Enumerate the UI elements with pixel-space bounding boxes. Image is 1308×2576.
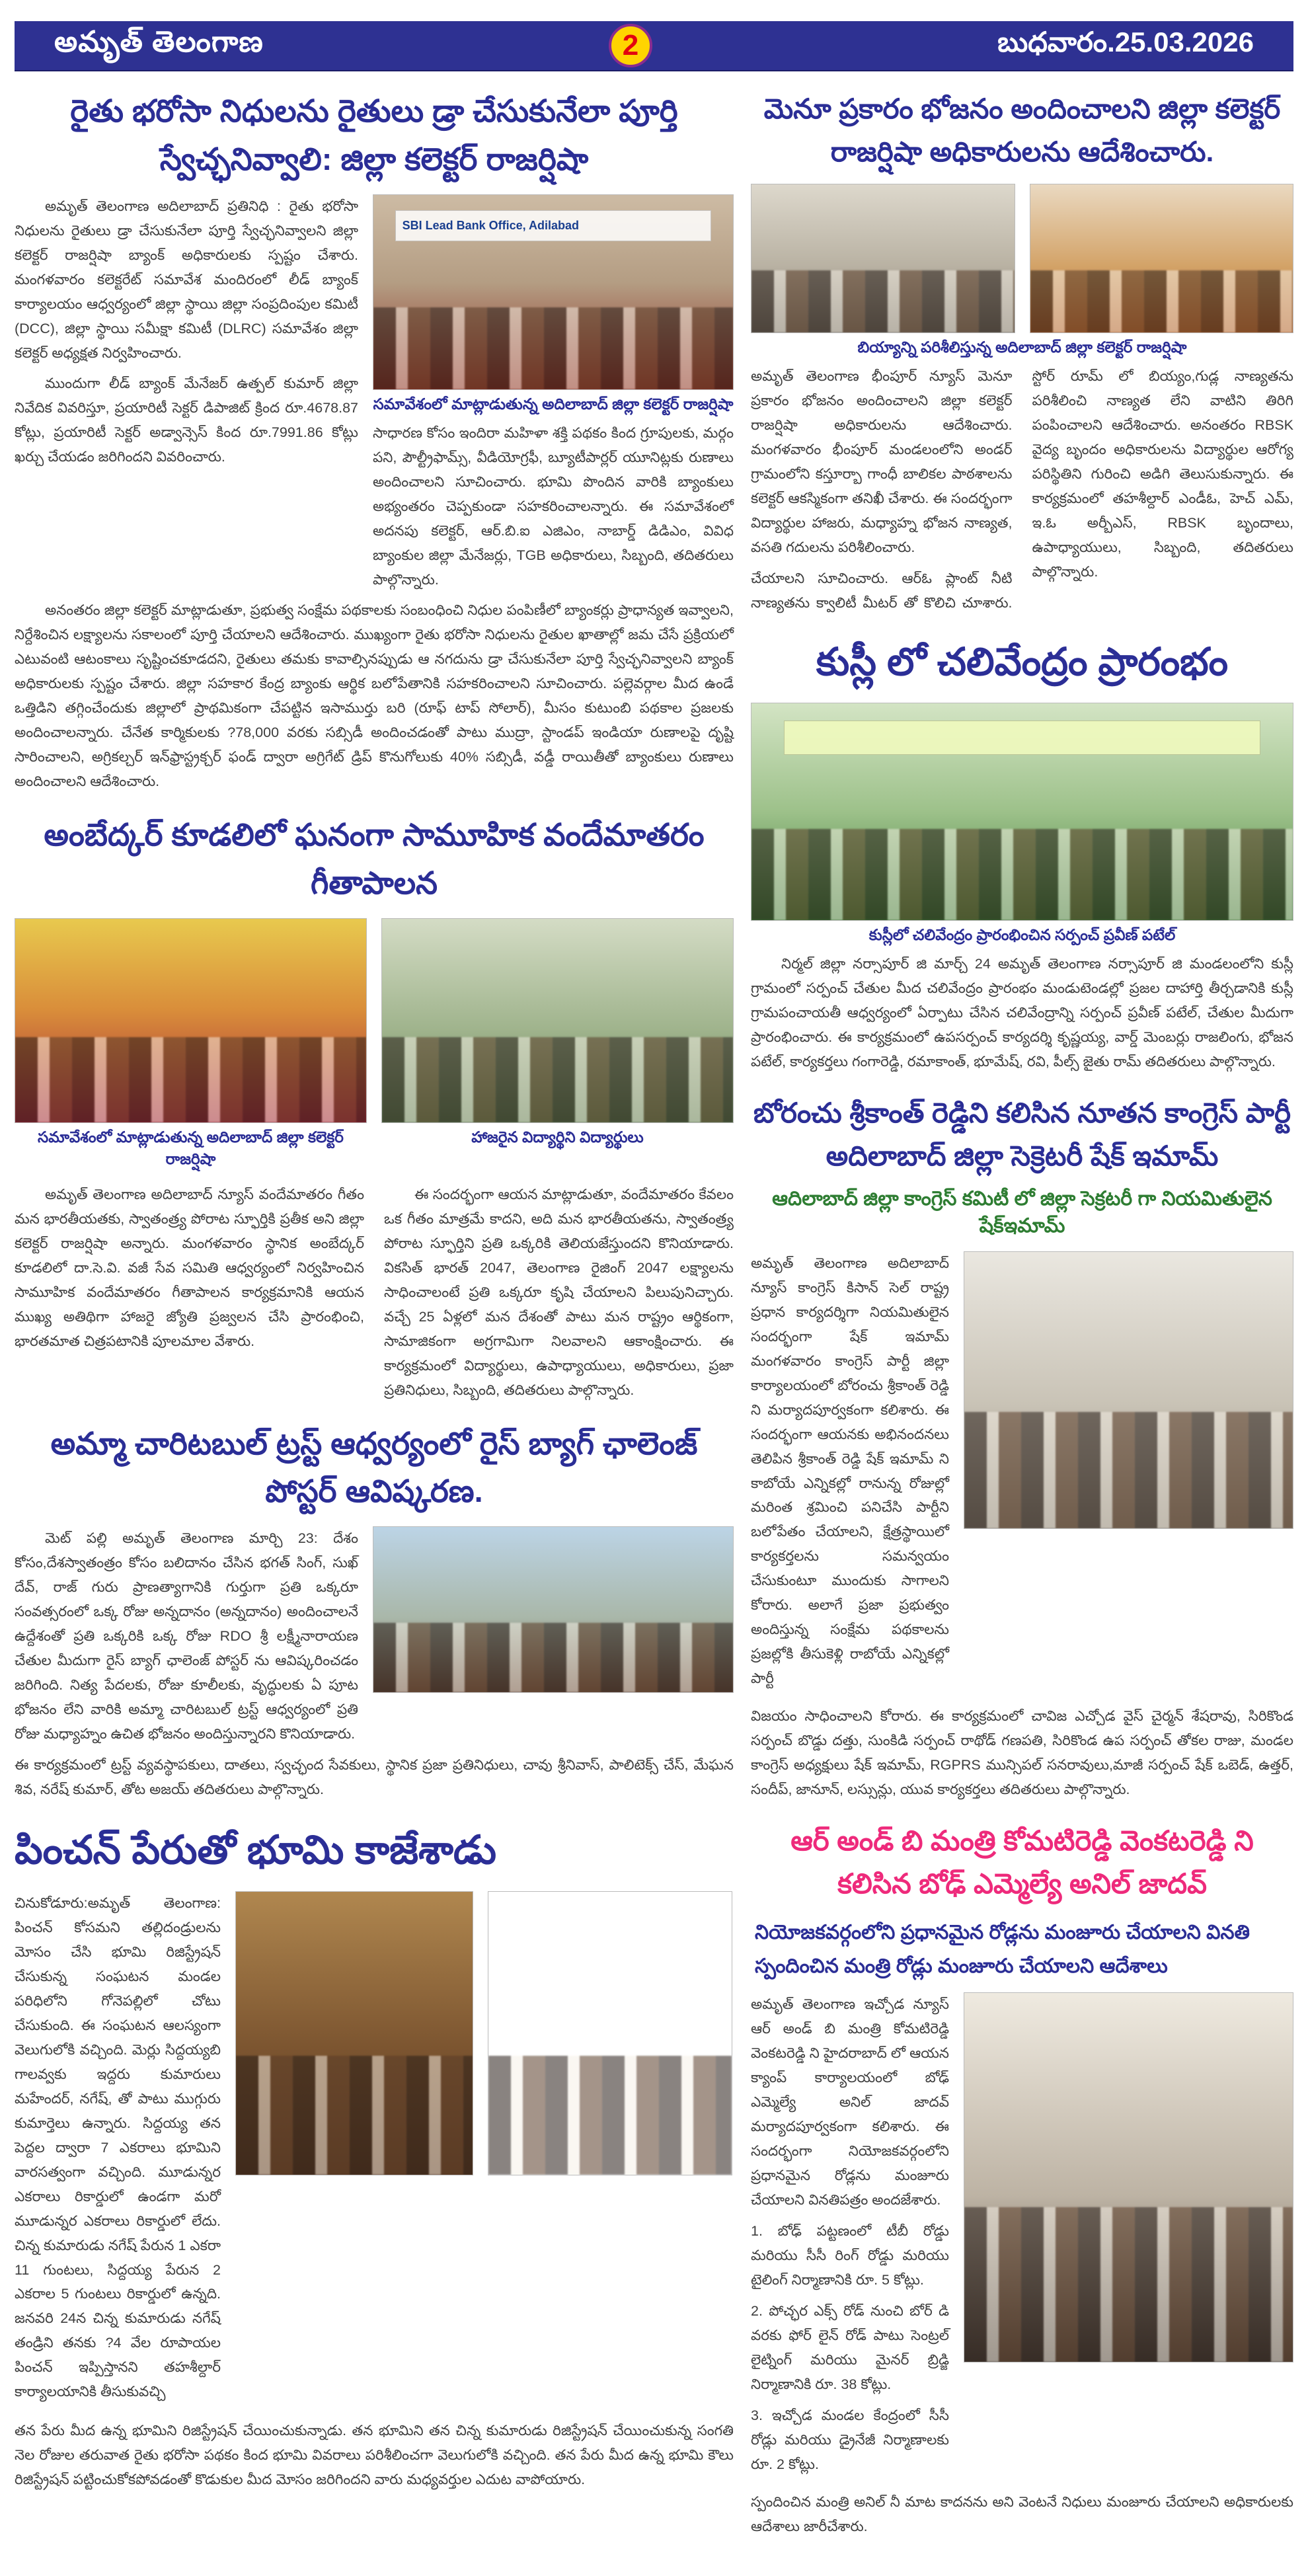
photo-crowd [373, 1623, 733, 1692]
article-paragraph: అమృత్ తెలంగాణ భీంపూర్ న్యూస్ మెనూ ప్రకారం భోజనం అందించాలని జిల్లా కలెక్టర్ రాజర్షిషా అధికారులను ఆదేశించారు. మంగళవారం భీంపూర్ మండలంలోని అండర్ గ్రామంలోని కస్తూర్బా గాంధీ బాలికల పాఠశాలను కలెక్టర్ ఆకస్మికంగా తనిఖీ చేశారు. ఈ సందర్భంగా విద్యార్థుల హాజరు, మధ్యాహ్న భోజన నాణ్యత, వసతి గదులను పరిశీలించారు. [751, 368, 1013, 555]
article-rythu-bharosa-headline: రైతు భరోసా నిధులను రైతులు డ్రా చేసుకునేలా పూర్తి స్వేచ్ఛనివ్వాలి: జిల్లా కలెక్టర్ రాజర్షిషా [70, 93, 678, 176]
photo-rice-inspection [1030, 184, 1293, 333]
right-column [751, 83, 1293, 2556]
article-paragraph: ఈ సందర్భంగా ఆయన మాట్లాడుతూ, వందేమాతరం కేవలం ఒక గీతం మాత్రమే కాదని, అది మన భారతీయతను, స్వాతంత్ర్య పోరాట స్ఫూర్తిని ప్రతి ఒక్కరికి తెలియజేస్తుందని కొనియాడారు. వికసిత్ భారత్ 2047, తెలంగాణ రైజింగ్ 2047 లక్ష్యాలను సాధించాలంటే ప్రతి ఒక్కరూ కృషి చేయాలని పిలుపునిచ్చారు. వచ్చే 25 ఏళ్లలో మన దేశంతో పాటు మన రాష్ట్రం ఆర్థికంగా, సామాజికంగా అగ్రగామిగా నిలవాలని ఆకాంక్షించారు. ఈ కార్యక్రమంలో విద్యార్థులు, ఉపాధ్యాయులు, అధికారులు, ప్రజా ప్రతినిధులు, సిబ్బంది, తదితరులు పాల్గొన్నారు. [384, 1186, 734, 1398]
article-paragraph: ఈ కార్యక్రమంలో ట్రస్ట్ వ్యవస్థాపకులు, దాతలు, స్వచ్ఛంద సేవకులు, స్థానిక ప్రజా ప్రతినిధులు, చావు శ్రీనివాస్, పాలిటెక్స్ చేస్, మేఘన శివ, నరేష్ కుమార్, తోట అజయ్ తదితరులు పాల్గొన్నారు. [15, 1757, 734, 1797]
article-paragraph: చినుకోడూరు:అమృత్ తెలంగాణ: పించన్ కోసమని తల్లిదండ్రులను మోసం చేసి భూమి రిజిస్ట్రేషన్ చేసుకున్న సంఘటన మండల పరిధిలోని గోనెపల్లిలో చోటు చేసుకుంది. ఈ సంఘటన ఆలస్యంగా వెలుగులోకి వచ్చింది. మెర్లు సిద్దయ్యబి గాలవ్వకు ఇద్దరు కుమారులు మహేందర్, నగేష్, తో పాటు ముగ్గురు కుమార్తెలు ఉన్నారు. సిద్దయ్య తన పెద్దల ద్వారా 7 ఎకరాలు భూమిని వారసత్వంగా వచ్చింది. మూడున్నర ఎకరాలు రికార్డులో ఉండగా మరో మూడున్నర ఎకరాలు రికార్డులో లేదు. చిన్న కుమారుడు నగేష్ పేరున 1 ఎకరా 11 గుంటలు, సిద్దయ్య పేరున 2 ఎకరాల 5 గుంటలు రికార్డులో ఉన్నది. జనవరి 24న చిన్న కుమారుడు నగేష్ తండ్రిని తనకు ?4 వేల రూపాయల పించన్ ఇప్పిస్తానని తహశీల్దార్ కార్యాలయానికి తీసుకువచ్చి [15, 1894, 221, 2400]
page-number-badge: 2 [609, 24, 652, 67]
photo-caption: కుస్లీలో చలివేంద్రం ప్రారంభించిన సర్పంచ్ ప్రవీణ్ పటేల్ [868, 925, 1176, 943]
article-paragraph: అమృత్ తెలంగాణ ఇచ్చోడ న్యూస్ ఆర్ అండ్ బి మంత్రి కోమటిరెడ్డి వెంకటరెడ్డి ని హైదరాబాద్ లో ఆయన క్యాంప్ కార్యాలయంలో బోఢ్ ఎమ్మెల్యే అనిల్ జాదవ్ మర్యాదపూర్వకంగా కలిశారు. ఈ సందర్భంగా నియోజకవర్గంలోని ప్రధానమైన రోడ్లను మంజూరు చేయాలని వినతిపత్రం అందజేశారు. [751, 1996, 949, 2208]
photo-crowd [236, 2056, 473, 2175]
left-column [15, 83, 734, 2556]
article-paragraph: తన పేరు మీద ఉన్న భూమిని రిజిస్ట్రేషన్ చేయించుకున్నాడు. తన భూమిని తన చిన్న కుమారుడు రిజిస్ట్రేషన్ చేయించుకున్న సంగతి నెల రోజుల తరువాత రైతు భరోసా పథకం కింద భూమి వివరాలు పరిశీలించగా వెలుగులోకి వచ్చింది. తన పేరు మీద ఉన్న భూమి కౌలు రిజిస్ట్రేషన్ పట్టించుకోకపోవడంతో కొడుకుల మీద మోసం జరిగిందని వారు మధ్యవర్తుల ఎదుట వాపోయారు. [15, 2423, 734, 2488]
photo-crowd [382, 1037, 733, 1122]
photo-crowd [15, 1037, 366, 1122]
photo-crowd [964, 2207, 1293, 2362]
photo-caption: సమావేశంలో మాట్లాడుతున్న అదిలాబాద్ జిల్లా కలెక్టర్ రాజర్షిషా [373, 395, 734, 412]
photo-minister-office [964, 1992, 1293, 2362]
article-minister-mla [751, 1819, 1293, 2539]
photo-elderly-man [488, 1891, 732, 2175]
photo-crowd [964, 1412, 1293, 1528]
photo-crowd [373, 307, 733, 389]
article-menu-headline: మెనూ ప్రకారం భోజనం అందించాలని జిల్లా కలెక్టర్ రాజర్షిషా అధికారులను ఆదేశించారు. [763, 93, 1281, 168]
article-list-item: 3. ఇచ్చోడ మండల కేంద్రంలో సీసీ రోడ్లు మరియు డ్రైనేజీ నిర్మాణాలకు రూ. 2 కోట్లు. [751, 2407, 949, 2472]
page-content [15, 83, 1293, 2556]
photo-dining-hall [751, 184, 1015, 333]
article-paragraph: విజయం సాధించాలని కోరారు. ఈ కార్యక్రమంలో చావిజ ఎచ్చోడ వైస్ చైర్మన్ శేషరావు, సిరికొండ సర్పంచ్ బొడ్డు దత్తు, సుంకిడి సర్పంచ్ రాథోడ్ గణపతి, సిరికొండ ఉప సర్పంచ్ తోకల రాజు, మండల కాంగ్రెస్ అధ్యక్షులు షేక్ ఇమామ్, RGPRS మున్సిపల్ సనరావులు,మాజీ సర్పంచ్ షేక్ ఒబెడ్, ఉత్తర్, సందీప్, జానూన్, లస్సున్లు, యువ కార్యకర్తలు తదితరులు పాల్గొన్నారు. [751, 1708, 1293, 1798]
article-chalivendram-headline: కుస్లీ లో చలివేంద్రం ప్రారంభం [816, 640, 1229, 683]
photo-crowd [488, 2056, 732, 2175]
article-paragraph: అమృత్ తెలంగాణ అదిలాబాద్ న్యూస్ కాంగ్రెస్ కిసాన్ సెల్ రాష్ట్ర ప్రధాన కార్యదర్శిగా నియమితులైన సందర్భంగా షేక్ ఇమామ్ మంగళవారం కాంగ్రెస్ పార్టీ జిల్లా కార్యాలయంలో బోరంచు శ్రీకాంత్ రెడ్డి ని మర్యాదపూర్వకంగా కలిశారు. ఈ సందర్భంగా ఆయనకు అభినందనలు తెలిపిన శ్రీకాంత్ రెడ్డి షేక్ ఇమామ్ ని కాబోయే ఎన్నికల్లో రానున్న రోజుల్లో మరింత శ్రమించి పనిచేసి పార్టీని బలోపేతం చేయాలని, క్షేత్రస్థాయిలో కార్యకర్తలను సమన్వయం చేసుకుంటూ ముందుకు సాగాలని కోరారు. అలాగే ప్రజా ప్రభుత్వం అందిస్తున్న సంక్షేమ పథకాలను ప్రజల్లోకి తీసుకెళ్లి రాబోయే ఎన్నికల్లో పార్టీ [751, 1255, 949, 1687]
article-vandemataram-headline: అంబేద్కర్ కూడలిలో ఘనంగా సామూహిక వందేమాతరం గీతాపాలన [44, 817, 705, 901]
photo-crowd [751, 270, 1015, 332]
article-rice-bag-headline: అమ్మా చారిటబుల్ ట్రస్ట్ ఆధ్వర్యంలో రైస్ బ్యాగ్ ఛాలెంజ్ పోస్టర్ ఆవిష్కరణ. [50, 1425, 698, 1509]
article-rythu-bharosa [15, 87, 734, 794]
article-pension-headline: పించన్ పేరుతో భూమి కాజేశాడు [15, 1827, 497, 1872]
article-paragraph: అమృత్ తెలంగాణ అదిలాబాద్ ప్రతినిధి : రైతు భరోసా నిధులను రైతులు డ్రా చేసుకునేలా పూర్తి స్వేచ్ఛనివ్వాలని జిల్లా కలెక్టర్ రాజర్షిషా బ్యాంక్ అధికారులకు స్పష్టం చేశారు. మంగళవారం కలెక్టరేట్ సమావేశ మందిరంలో లీడ్ బ్యాంక్ కార్యాలయం ఆధ్వర్యంలో జిల్లా స్థాయి జిల్లా సంప్రదింపుల కమిటీ (DCC), జిల్లా స్థాయి సమీక్షా కమిటీ (DLRC) సమావేశం జిల్లా కలెక్టర్ అధ్యక్షత నిర్వహించారు. [15, 198, 358, 361]
article-paragraph: సాధారణ కోసం ఇందిరా మహిళా శక్తి పథకం కింద గ్రూపులకు, మర్గం పని, పౌల్ట్రీఫామ్స్, వీడియోగ్రఫీ, బ్యూటీపార్లర్ యూనిట్లకు రుణాలు అందించాలని సూచించారు. భూమి పొందిన వారికి బ్యాంకులు అభ్యంతరం చెప్పకుండా సహకరించాలన్నారు. ఈ సమావేశంలో అదనపు కలెక్టర్, ఆర్.బి.ఐ ఎజిఎం, నాబార్డ్ డిడిఎం, వివిధ బ్యాంకుల జిల్లా మేనేజర్లు, TGB అధికారులు, సిబ్బంది, తదితరులు పాల్గొన్నారు. [373, 424, 734, 588]
article-congress-headline: బోరంచు శ్రీకాంత్ రెడ్డిని కలిసిన నూతన కాంగ్రెస్ పార్టీ అదిలాబాద్ జిల్లా సెక్రెటరీ షేక్ ఇమామ్ [753, 1097, 1291, 1171]
article-chalivendram [751, 633, 1293, 1074]
photo-dcc-meeting [373, 194, 734, 390]
article-menu-meals [751, 87, 1293, 615]
article-minister-headline: ఆర్ అండ్ బి మంత్రి కోమటిరెడ్డి వెంకటరెడ్డి ని కలిసిన బోఢ్ ఎమ్మెల్యే అనిల్ జాదవ్ [790, 1825, 1254, 1900]
edition-date: బుధవారం.25.03.2026 [997, 26, 1254, 58]
article-rice-bag-challenge [15, 1420, 734, 1802]
article-congress-subhead: ఆదిలాబాద్ జిల్లా కాంగ్రెస్ కమిటీ లో జిల్లా సెక్రటరీ గా నియమితులైన షేక్ఇమామ్ [772, 1187, 1272, 1237]
article-vandemataram [15, 811, 734, 1402]
article-pension-land [15, 1819, 734, 2492]
article-paragraph: నిర్మల్ జిల్లా నర్సాపూర్ జి మార్చ్ 24 అమృత్ తెలంగాణ నర్సాపూర్ జి మండలంలోని కుస్లీ గ్రామంలో సర్పంచ్ చేతుల మీద చలివేంద్రం ప్రారంభం మండుటెండల్లో ప్రజల దాహార్తి తీర్చడానికి కుస్లీ గ్రామపంచాయతీ ఆధ్వర్యంలో ఏర్పాటు చేసిన చలివేంద్రాన్ని సర్పంచ్ ప్రవీణ్ పటేల్, చేతుల మీదుగా ప్రారంభించారు. ఈ కార్యక్రమంలో ఉపసర్పంచ్ కార్యదర్శి కృష్ణయ్య, వార్డ్ మెంబర్లు రాజలింగు, భోజన పటేల్, కార్యకర్తలు గంగారెడ్డి, రమాకాంత్, భూమేష్, రవి, పీల్స్ జైతు రామ్ తదితరులు పాల్గొన్నారు. [751, 955, 1293, 1070]
article-list-item: 1. బోఢ్ పట్టణంలో టీబీ రోడ్డు మరియు సీసీ రింగ్ రోడ్డు మరియు టైలింగ్ నిర్మాణానికి రూ. 5 కోట్లు. [751, 2223, 949, 2288]
photo-crowd [751, 829, 1293, 920]
article-paragraph: చేయాలని సూచించారు. ఆర్ఓ ప్లాంట్ నీటి నాణ్యతను క్వాలిటీ మీటర్ తో కొలిచి చూశారు. స్టోర్ రూమ్ లో బియ్యం,గుడ్ల నాణ్యతను పరిశీలించి నాణ్యత లేని వాటిని తిరిగి పంపించాలని ఆదేశించారు. అనంతరం RBSK వైద్య బృందం అధికారులను విద్యార్థుల ఆరోగ్య పరిస్థితిని గురించి అడిగి తెలుసుకున్నారు. ఈ కార్యక్రమంలో తహశీల్దార్ ఎండీఓ, హెచ్ ఎమ్, ఇ.ఓ అర్బీఎస్, RBSK బృందాలు, ఉపాధ్యాయులు, సిబ్బంది, తదితరులు పాల్గొన్నారు. [751, 368, 1293, 611]
article-paragraph: స్పందించిన మంత్రి అనిల్ నీ మాట కాదనను అని వెంటనే నిధులు మంజూరు చేయాలని అధికారులకు ఆదేశాలు జారీచేశారు. [751, 2493, 1293, 2534]
photo-chalivendram-opening [751, 703, 1293, 921]
sbi-banner: SBI Lead Bank Office, Adilabad [395, 210, 712, 241]
green-banner [784, 721, 1260, 755]
paper-title: అమృత్ తెలంగాణ [54, 25, 264, 58]
article-paragraph: అనంతరం జిల్లా కలెక్టర్ మాట్లాడుతూ, ప్రభుత్వ సంక్షేమ పథకాలకు సంబంధించి నిధుల పంపిణీలో బ్యాంకర్లు ప్రాధాన్యత ఇవ్వాలని, నిర్దేశించిన లక్ష్యాలను సకాలంలో పూర్తి చేయాలని ఆదేశించారు. ముఖ్యంగా రైతు భరోసా నిధులను రైతుల ఖాతాల్లో జమ చేసే ప్రక్రియలో ఎటువంటి ఆటంకాలు సృష్టించకూడదని, రైతులు తమకు కావాల్సినప్పుడు ఆ నగదును డ్రా చేసుకునేలా పూర్తి స్వేచ్ఛనివ్వాలని బ్యాంక్ అధికారులకు స్పష్టం చేశారు. జిల్లా సహకార కేంద్ర బ్యాంకు ఆర్థిక బలోపేతానికి సహకరించాలని సూచించారు. పల్లెవర్గాల మీద ఉండే ఒత్తిడిని తగ్గించేందుకు జిల్లాలో ప్రాథమికంగా చేపట్టిన ఇసాముర్తు బరి (రూఫ్ టాప్ సోలార్), మీసం కుటుంబి పథకాల ప్రజలకు అందించాలన్నారు. చేనేత కార్మికులకు ?78,000 వరకు సబ్సిడీ అందించడంతో పాటు ముద్రా, స్టాండప్ ఇండియా రుణాలపై దృష్టి సారించాలని, అగ్రికల్చర్ ఇన్‌ఫ్రాస్ట్రక్చర్ ఫండ్ ద్వారా అగ్రిగేట్ డ్రిప్ కొనుగోలుకు 40% సబ్సిడీ, వడ్డీ రాయితీతో బ్యాంకులు రుణాలు అందించాలని ఆదేశించారు. [15, 602, 734, 790]
article-paragraph: ముందుగా లీడ్ బ్యాంక్ మేనేజర్ ఉత్పల్ కుమార్ జిల్లా నివేదిక వివరిస్తూ, ప్రయారిటీ సెక్టర్ డిపాజిట్ క్రింద రూ.4678.87 కోట్లు, ప్రయారిటీ సెక్టర్ అడ్వాన్సెస్ కింద రూ.7991.86 కోట్లు ఖర్చు చేయడం జరిగిందని వివరించారు. [15, 375, 358, 465]
article-list-item: 2. పోచ్ఛర ఎక్స్ రోడ్ నుంచి బోర్ డి వరకు ఫోర్ లైన్ రోడ్ పాటు సెంట్రల్ లైట్నింగ్ మరియు మైనర్ బ్రిడ్జి నిర్మాణానికి రూ. 38 కోట్లు. [751, 2302, 949, 2392]
article-paragraph: మెట్ పల్లి అమృత్ తెలంగాణ మార్చి 23: దేశం కోసం,దేశస్వాతంత్రం కోసం బలిదానం చేసిన భగత్ సింగ్, సుఖ్ దేవ్, రాజ్ గురు ప్రాణత్యాగానికి గుర్తుగా ప్రతి ఒక్కరూ సంవత్సరంలో ఒక్క రోజు అన్నదానం (అన్నదానం) అందించాలనే ఉద్దేశంతో ప్రతి ఒక్కరికి ఒక్క రోజు RDO శ్రీ లక్ష్మీనారాయణ చేతుల మీదుగా రైస్ బ్యాగ్ ఛాలెంజ్ పోస్టర్ ను ఆవిష్కరించడం జరిగింది. నిత్య పేదలకు, రోజు కూలీలకు, వృద్ధులకు ఏ పూట భోజనం లేని వారికి అమ్మా చారిటబుల్ ట్రస్ట్ ఆధ్వర్యంలో ప్రతి రోజు మధ్యాహ్నం ఉచిత భోజనం అందిస్తున్నారని కొనియాడారు. [15, 1530, 358, 1742]
photo-stage-speech [15, 918, 367, 1123]
photo-caption: హాజరైన విద్యార్థిని విద్యార్థులు [471, 1128, 644, 1146]
article-congress-secretary [751, 1091, 1293, 1803]
photo-congress-meeting [964, 1251, 1293, 1529]
photo-students [381, 918, 734, 1123]
article-paragraph: అమృత్ తెలంగాణ అదిలాబాద్ న్యూస్ వందేమాతరం గీతం మన భారతీయతకు, స్వాతంత్ర్య పోరాట స్ఫూర్తికి ప్రతీక అని జిల్లా కలెక్టర్ రాజర్షిషా అన్నారు. మంగళవారం స్థానిక అంబేద్కర్ కూడలిలో దా.సె.వి. వజీ సేవ సమితి ఆధ్వర్యంలో నిర్వహించిన సామూహిక వందేమాతరం గీతాపాలన కార్యక్రమానికి ఆయన ముఖ్య అతిథిగా హాజరై జ్యోతి ప్రజ్వలన చేసి ప్రారంభించి, భారతమాత చిత్రపటానికి పూలమాల వేశారు. [15, 1186, 364, 1349]
masthead [15, 21, 1293, 71]
photo-elderly-woman [235, 1891, 473, 2175]
photo-caption: సమావేశంలో మాట్లాడుతున్న అదిలాబాద్ జిల్లా కలెక్టర్ రాజర్షిషా [38, 1128, 344, 1167]
photo-crowd [1030, 270, 1293, 332]
photo-poster-release [373, 1526, 734, 1693]
photo-caption: బియ్యాన్ని పరిశీలిస్తున్న అదిలాబాద్ జిల్లా కలెక్టర్ రాజర్షిషా [857, 338, 1187, 356]
article-minister-subhead: నియోజకవర్గంలోని ప్రధానమైన రోడ్లను మంజూరు చేయాలని వినతి స్పందించిన మంత్రి రోడ్లు మంజూరు చేయాలని ఆదేశాలు [755, 1922, 1250, 1978]
